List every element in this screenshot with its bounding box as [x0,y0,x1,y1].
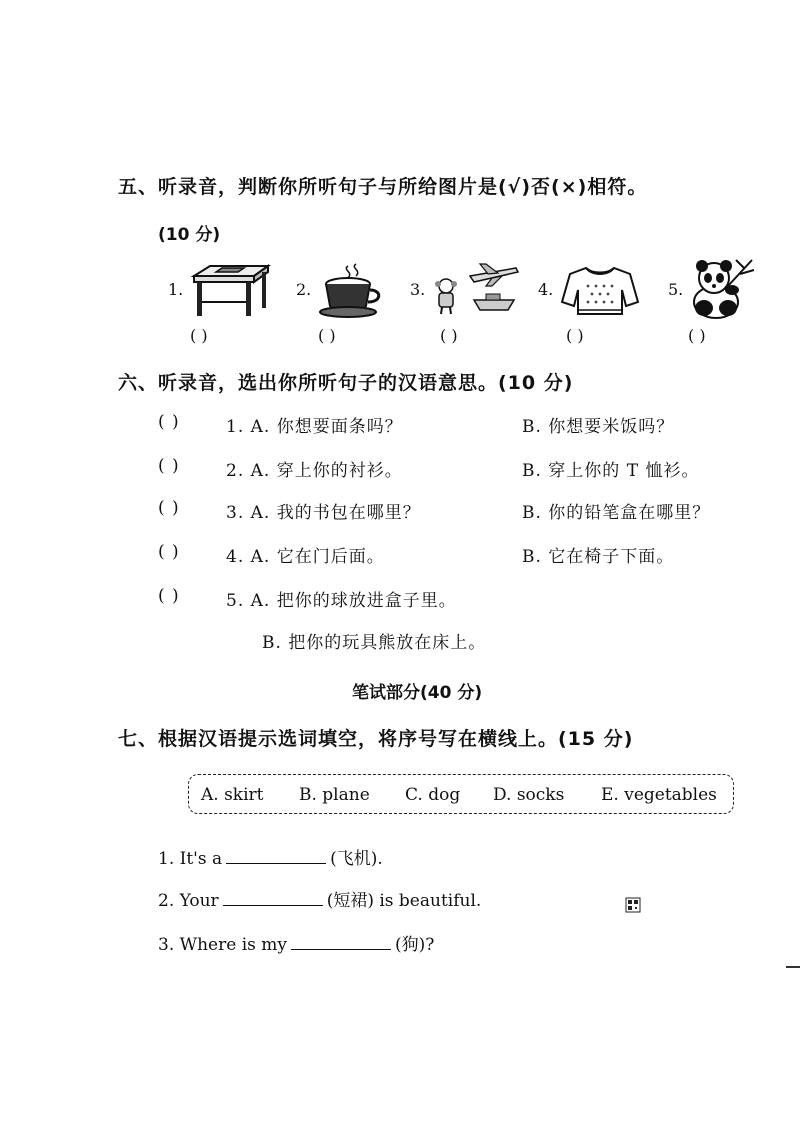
panda-icon [688,256,756,320]
section5-score: (10 分) [158,225,221,245]
answer-parentheses[interactable]: ( ) [440,326,458,345]
cup-icon [318,262,386,318]
fill-sentence [158,844,383,869]
fill-sentence [158,930,434,955]
sentence-hint: (短裙) is beautiful. [326,891,482,911]
sweater-icon [560,262,640,318]
word-bank [188,774,734,814]
picture-number: 1. [168,280,184,299]
answer-parentheses[interactable]: ( ) [688,326,706,345]
answer-parentheses[interactable]: ( ) [158,498,180,518]
question-option-a: 2. A. 穿上你的衬衫。 [226,461,403,481]
answer-parentheses[interactable]: ( ) [190,326,208,345]
answer-blank[interactable] [223,891,323,906]
question-option-b: B. 它在椅子下面。 [522,547,675,567]
answer-parentheses[interactable]: ( ) [158,542,180,562]
answer-blank[interactable] [226,849,326,864]
picture-number: 3. [410,280,426,299]
answer-parentheses[interactable]: ( ) [158,456,180,476]
qr-code-icon [626,898,640,912]
picture-number: 2. [296,280,312,299]
section5-title: 五、听录音，判断你所听句子与所给图片是(√)否(×)相符。 [118,176,648,198]
question-option-b: B. 把你的玩具熊放在床上。 [262,633,487,653]
word-option: D. socks [493,785,565,805]
question-option-b: B. 你想要米饭吗？ [522,417,675,437]
written-part-title: 笔试部分(40 分) [352,683,483,703]
section7-title: 七、根据汉语提示选词填空，将序号写在横线上。(15 分) [118,728,634,750]
page-edge-mark [786,966,800,968]
question-option-b: B. 穿上你的 T 恤衫。 [522,461,700,481]
doll-plane-ship-icon [430,262,520,318]
sentence-start: 1. It's a [158,849,223,869]
sentence-hint: (飞机). [330,849,383,869]
word-option: A. skirt [201,785,264,805]
fill-sentence [158,886,481,911]
question-option-a: 1. A. 你想要面条吗？ [226,417,403,437]
question-option-a: 4. A. 它在门后面。 [226,547,385,567]
question-option-a: 5. A. 把你的球放进盒子里。 [226,591,457,611]
section6-title: 六、听录音，选出你所听句子的汉语意思。(10 分) [118,372,574,394]
word-option: E. vegetables [601,785,717,805]
sentence-hint: (狗)? [395,935,435,955]
word-option: C. dog [405,785,461,805]
answer-parentheses[interactable]: ( ) [566,326,584,345]
question-option-a: 3. A. 我的书包在哪里？ [226,503,421,523]
question-option-b: B. 你的铅笔盒在哪里？ [522,503,711,523]
answer-parentheses[interactable]: ( ) [158,586,180,606]
word-option: B. plane [299,785,370,805]
answer-blank[interactable] [291,935,391,950]
table-with-book-icon [188,262,272,318]
sentence-start: 3. Where is my [158,935,287,955]
picture-number: 5. [668,280,684,299]
picture-number: 4. [538,280,554,299]
answer-parentheses[interactable]: ( ) [158,412,180,432]
sentence-start: 2. Your [158,891,219,911]
answer-parentheses[interactable]: ( ) [318,326,336,345]
